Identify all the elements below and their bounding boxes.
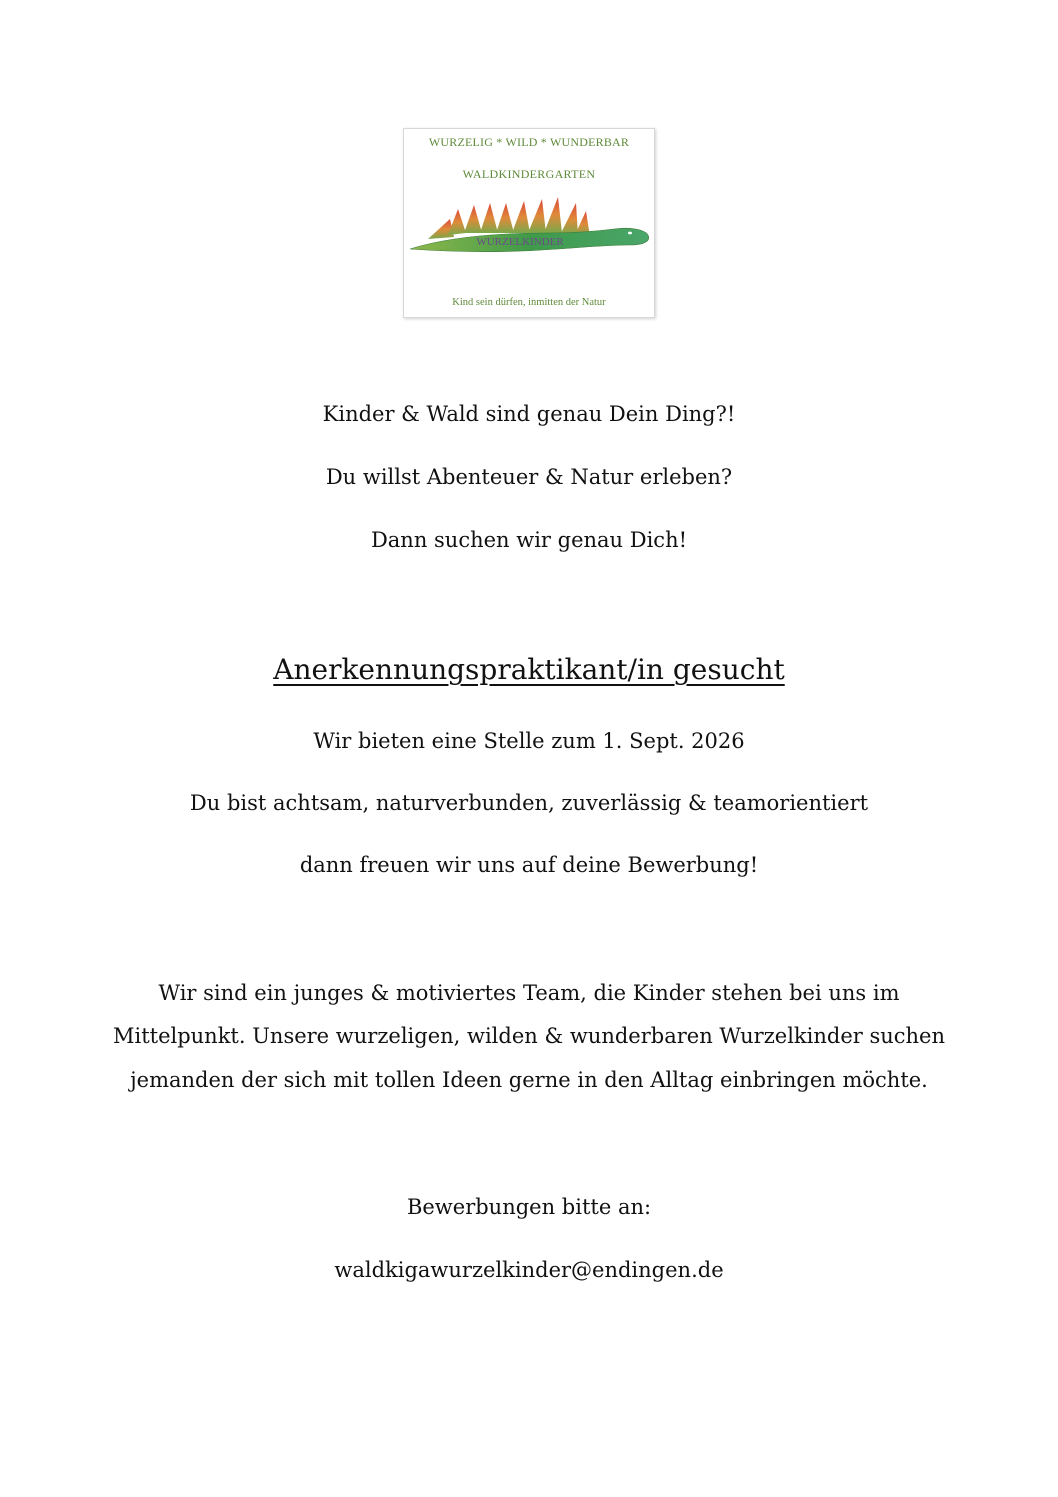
offer-line-2: Du bist achtsam, naturverbunden, zuverlässig & teamorientiert xyxy=(189,791,869,815)
team-line-2: Mittelpunkt. Unsere wurzeligen, wilden & wunderbaren Wurzelkinder suchen xyxy=(112,1024,946,1048)
kindergarten-logo xyxy=(403,128,655,318)
offer-line-3: dann freuen wir uns auf deine Bewerbung! xyxy=(299,853,759,877)
intro-line-1: Kinder & Wald sind genau Dein Ding?! xyxy=(322,402,736,426)
team-line-3: jemanden der sich mit tollen Ideen gerne in den Alltag einbringen möchte. xyxy=(130,1068,928,1092)
intro-line-2: Du willst Abenteuer & Natur erleben? xyxy=(325,465,733,489)
intro-line-3: Dann suchen wir genau Dich! xyxy=(370,528,688,552)
logo-slogan: WURZELIG * WILD * WUNDERBAR xyxy=(428,135,630,149)
offer-line-1: Wir bieten eine Stelle zum 1. Sept. 2026 xyxy=(313,729,745,753)
job-heading: Anerkennungspraktikant/in gesucht xyxy=(273,653,785,686)
logo-tagline: Kind sein dürfen, inmitten der Natur xyxy=(452,297,606,308)
contact-email[interactable]: waldkigawurzelkinder@endingen.de xyxy=(334,1258,724,1282)
logo-name: WALDKINDERGARTEN xyxy=(462,167,596,181)
logo-art-text: WURZELKINDER xyxy=(476,236,564,248)
dragon-root-illustration xyxy=(408,197,652,261)
contact-label: Bewerbungen bitte an: xyxy=(406,1195,652,1219)
team-line-1: Wir sind ein junges & motiviertes Team, die Kinder stehen bei uns im xyxy=(158,981,900,1005)
